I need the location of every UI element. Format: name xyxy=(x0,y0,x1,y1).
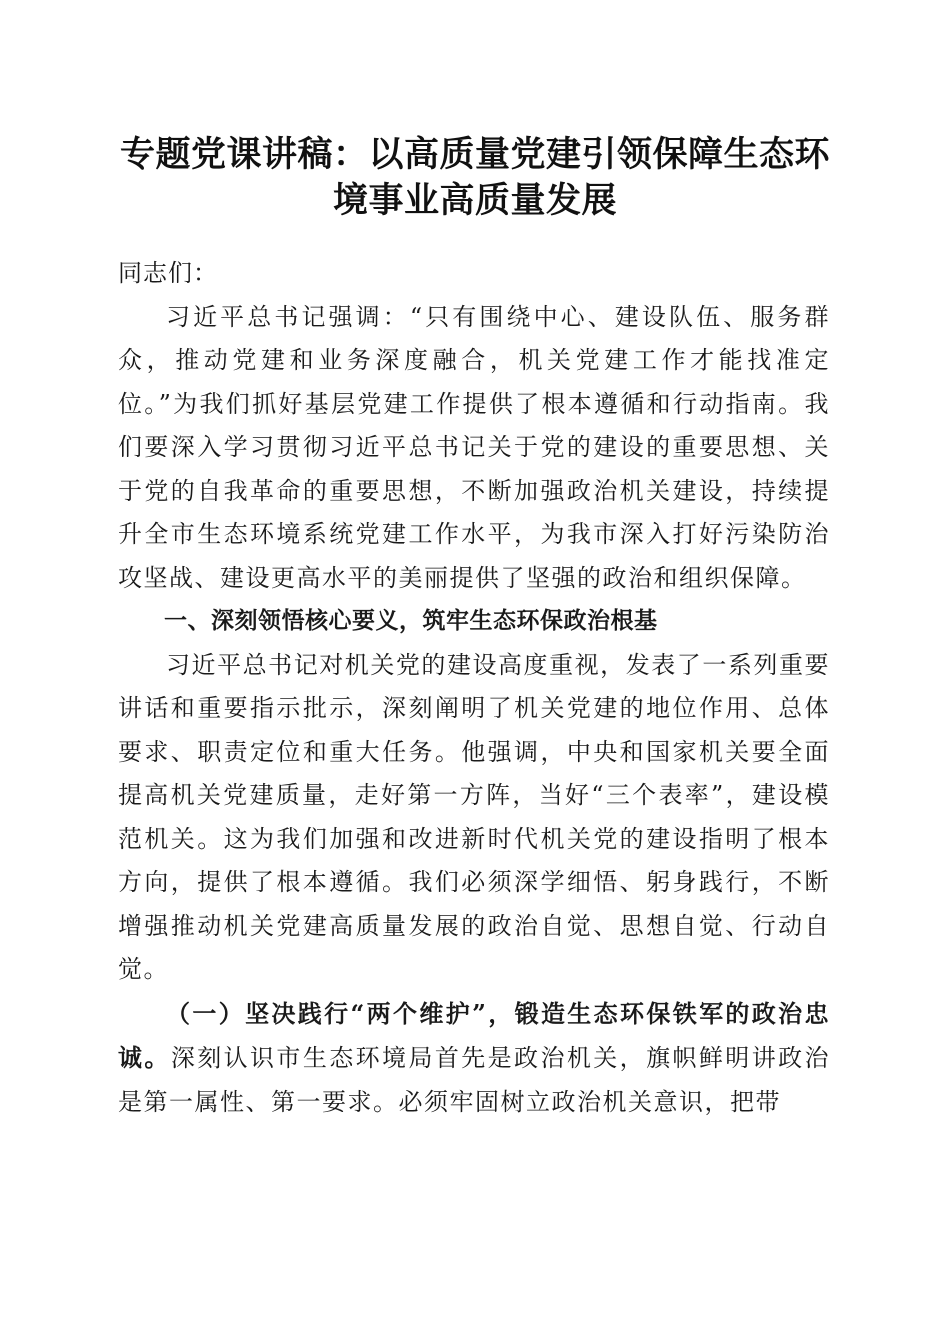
document-body xyxy=(118,252,830,1124)
subsection-1-text: 深刻认识市生态环境局首先是政治机关，旗帜鲜明讲政治是第一属性、第一要求。必须牢固树立政治机关意识，把带 xyxy=(118,1044,831,1116)
section-1-paragraph: 习近平总书记对机关党的建设高度重视，发表了一系列重要讲话和重要指示批示，深刻阐明了机关党建的地位作用、总体要求、职责定位和重大任务。他强调，中央和国家机关要全面提高机关党建质量，走好第一方阵，当好“三个表率”，建设模范机关。这为我们加强和改进新时代机关党的建设指明了根本方向，提供了根本遵循。我们必须深学细悟、躬身践行，不断增强推动机关党建高质量发展的政治自觉、思想自觉、行动自觉。 xyxy=(118,650,830,983)
subsection-1-paragraph xyxy=(118,992,830,1125)
salutation: 同志们： xyxy=(118,259,218,287)
document-title: 专题党课讲稿：以高质量党建引领保障生态环境事业高质量发展 xyxy=(119,134,830,221)
section-heading-1: 一、深刻领悟核心要义，筑牢生态环保政治根基 xyxy=(164,608,658,634)
subsection-1-lead: （一）坚决践行“两个维护”，锻造生态环保铁军的政治忠诚。 xyxy=(118,998,830,1072)
intro-paragraph: 习近平总书记强调：“只有围绕中心、建设队伍、服务群众，推动党建和业务深度融合，机关党建工作才能找准定位。”为我们抓好基层党建工作提供了根本遵循和行动指南。我们要深入学习贯彻习近平总书记关于党的建设的重要思想、关于党的自我革命的重要思想，不断加强政治机关建设，持续提升全市生态环境系统党建工作水平，为我市深入打好污染防治攻坚战、建设更高水平的美丽提供了坚强的政治和组织保障。 xyxy=(118,302,830,592)
